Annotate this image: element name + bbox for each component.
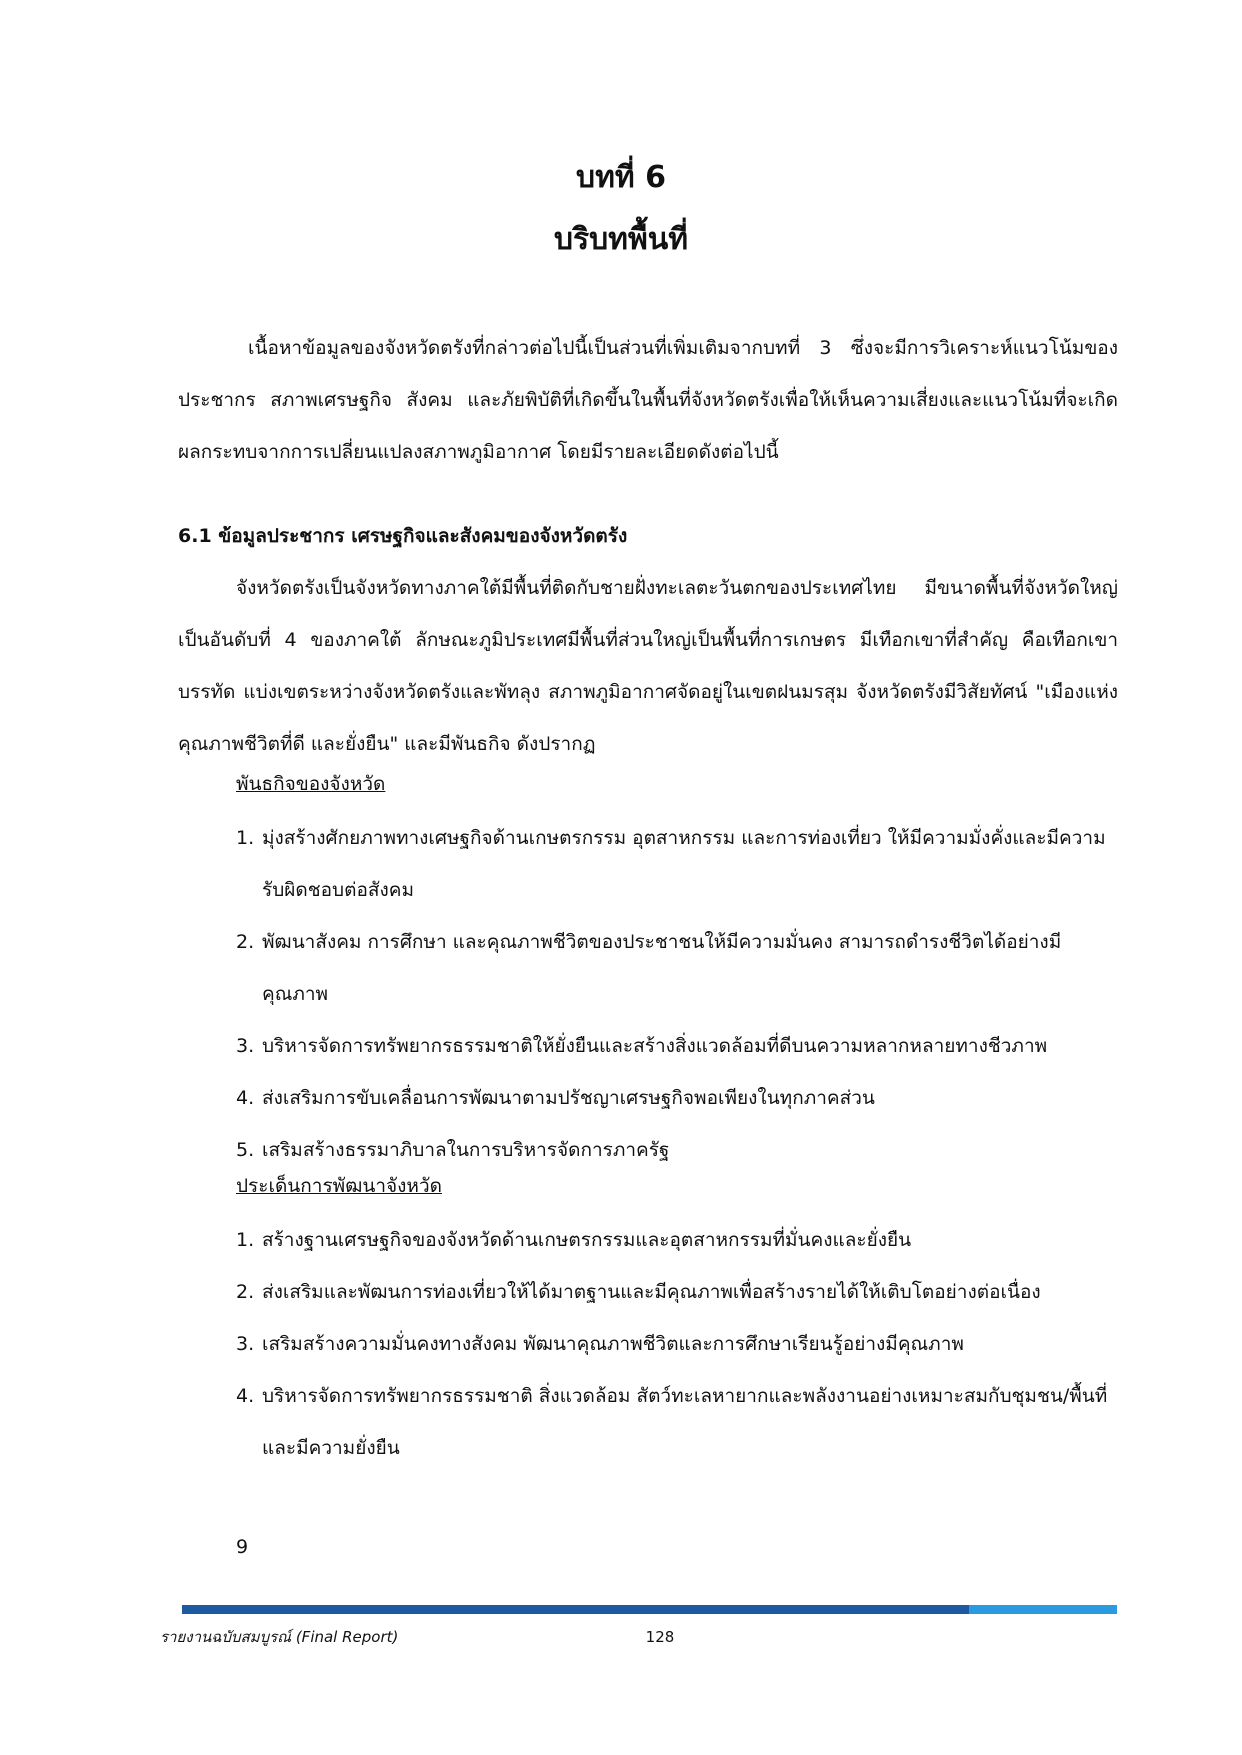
list-item-number: 2. <box>236 931 255 953</box>
list-item <box>236 812 1120 916</box>
footer-report-title: รายงานฉบับสมบูรณ์ (Final Report) <box>160 1628 399 1646</box>
list-item <box>236 1370 1120 1474</box>
list-item-text: บริหารจัดการทรัพยากรธรรมชาติ สิ่งแวดล้อม สัตว์ทะเลหายากและพลังงานอย่างเหมาะสมกับชุมชน/พื้นที่ และมีความยั่งยืน <box>262 1385 1108 1459</box>
section-body-paragraph <box>178 562 1118 770</box>
chapter-title: บริบทพื้นที่ <box>553 222 689 257</box>
list-item-text: บริหารจัดการทรัพยากรธรรมชาติให้ยั่งยืนและสร้างสิ่งแวดล้อมที่ดีบนความหลากหลายทางชีวภาพ <box>262 1035 1048 1057</box>
mission-list <box>236 812 1120 1176</box>
issues-list <box>236 1214 1120 1474</box>
chapter-number: บทที่ 6 <box>576 160 666 195</box>
list-item-number: 4. <box>236 1385 255 1407</box>
list-item-text: เสริมสร้างความมั่นคงทางสังคม พัฒนาคุณภาพชีวิตและการศึกษาเรียนรู้อย่างมีคุณภาพ <box>262 1333 964 1355</box>
list-item <box>236 1318 1120 1370</box>
list-item-text: มุ่งสร้างศักยภาพทางเศษฐกิจด้านเกษตรกรรม อุตสาหกรรม และการท่องเที่ยว ให้มีความมั่งคั่งและมีความรับผิดชอบต่อสังคม <box>262 827 1106 901</box>
list-item-number: 1. <box>236 827 255 849</box>
intro-text: เนื้อหาข้อมูลของจังหวัดตรังที่กล่าวต่อไปนี้เป็นส่วนที่เพิ่มเติมจากบทที่ 3 ซึ่งจะมีการวิเคราะห์แนวโน้มของประชากร สภาพเศรษฐกิจ สังคม และภัยพิบัติที่เกิดขึ้นในพื้นที่จังหวัดตรังเพื่อให้เห็นความเสี่ยงและแนวโน้มที่จะเกิดผลกระทบจากการเปลี่ยนแปลงสภาพภูมิอากาศ โดยมีรายละเอียดดังต่อไปนี้ <box>178 337 1118 463</box>
list-item-number: 3. <box>236 1035 255 1057</box>
list-item <box>236 916 1120 1020</box>
issues-heading: ประเด็นการพัฒนาจังหวัด <box>236 1175 442 1197</box>
list-item-number: 4. <box>236 1087 255 1109</box>
list-item-text: เสริมสร้างธรรมาภิบาลในการบริหารจัดการภาครัฐ <box>262 1139 670 1161</box>
list-item <box>236 1020 1120 1072</box>
list-item-text: ส่งเสริมการขับเคลื่อนการพัฒนาตามปรัชญาเศรษฐกิจพอเพียงในทุกภาคส่วน <box>262 1087 875 1109</box>
list-item <box>236 1266 1120 1318</box>
list-item-text: ส่งเสริมและพัฒนการท่องเที่ยวให้ได้มาตฐานและมีคุณภาพเพื่อสร้างรายได้ให้เติบโตอย่างต่อเนื่อง <box>262 1281 1041 1303</box>
section-heading: 6.1 ข้อมูลประชากร เศรษฐกิจและสังคมของจังหวัดตรัง <box>178 525 628 547</box>
mission-heading: พันธกิจของจังหวัด <box>236 773 386 795</box>
intro-paragraph <box>178 322 1118 478</box>
list-item-number: 2. <box>236 1281 255 1303</box>
footer-page-number: 128 <box>645 1628 675 1646</box>
list-item-number: 5. <box>236 1139 255 1161</box>
list-item <box>236 1214 1120 1266</box>
footer-divider-accent <box>969 1605 1117 1614</box>
page-marker: 9 <box>236 1536 249 1558</box>
section-body-text: จังหวัดตรังเป็นจังหวัดทางภาคใต้มีพื้นที่ติดกับชายฝั่งทะเลตะวันตกของประเทศไทย มีขนาดพื้นที่จังหวัดใหญ่เป็นอันดับที่ 4 ของภาคใต้ ลักษณะภูมิประเทศมีพื้นที่ส่วนใหญ่เป็นพื้นที่การเกษตร มีเทือกเขาที่สำคัญ คือเทือกเขาบรรทัด แบ่งเขตระหว่างจังหวัดตรังและพัทลุง สภาพภูมิอากาศจัดอยู่ในเขตฝนมรสุม จังหวัดตรังมีวิสัยทัศน์ "เมืองแห่งคุณภาพชีวิตที่ดี และยั่งยืน" และมีพันธกิจ ดังปรากฏ <box>178 577 1118 755</box>
list-item-text: พัฒนาสังคม การศึกษา และคุณภาพชีวิตของประชาชนให้มีความมั่นคง สามารถดำรงชีวิตได้อย่างมีคุณภาพ <box>262 931 1062 1005</box>
list-item-number: 3. <box>236 1333 255 1355</box>
list-item <box>236 1072 1120 1124</box>
list-item-text: สร้างฐานเศรษฐกิจของจังหวัดด้านเกษตรกรรมและอุตสาหกรรมที่มั่นคงและยั่งยืน <box>262 1229 912 1251</box>
list-item-number: 1. <box>236 1229 255 1251</box>
